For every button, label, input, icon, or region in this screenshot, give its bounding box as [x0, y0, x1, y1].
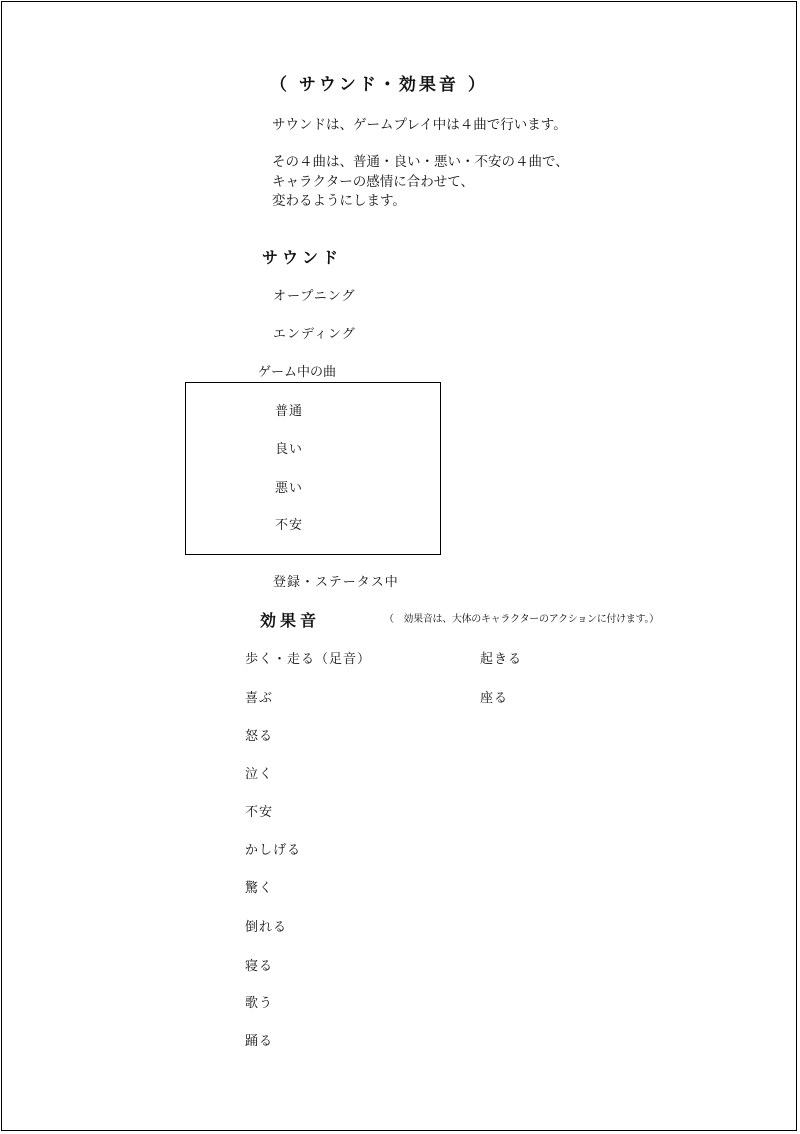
sfx-item-tilt-head: かしげる: [245, 843, 302, 858]
sound-registration-status: 登録・ステータス中: [273, 575, 399, 590]
intro-line-2: その４曲は、普通・良い・悪い・不安の４曲で、: [272, 154, 569, 170]
sfx-item-surprise: 驚く: [245, 881, 274, 896]
in-game-music-label: ゲーム中の曲: [250, 364, 344, 381]
music-good: 良い: [275, 442, 304, 457]
sfx-item-cry: 泣く: [245, 767, 274, 782]
sound-item-ending: エンディング: [273, 327, 356, 342]
page-border: [1, 1, 797, 1131]
sfx-note: （ 効果音は、大体のキャラクターのアクションに付けます。）: [384, 614, 659, 625]
sfx-item-sing: 歌う: [245, 996, 274, 1011]
music-bad: 悪い: [275, 481, 304, 496]
sfx-heading: 効果音: [260, 611, 321, 630]
sound-heading: サウンド: [262, 248, 343, 267]
intro-line-4: 変わるようにします。: [272, 193, 406, 209]
sfx-item-sleep: 寝る: [245, 959, 274, 974]
sfx-item-anxiety: 不安: [245, 805, 274, 820]
sfx-item-rejoice: 喜ぶ: [245, 691, 274, 706]
sfx-item-sit: 座る: [480, 691, 509, 706]
sound-item-opening: オープニング: [273, 289, 356, 304]
sfx-item-wake-up: 起きる: [480, 652, 523, 667]
sfx-item-angry: 怒る: [245, 729, 274, 744]
in-game-music-box: [185, 382, 441, 555]
page-title: （ サウンド・効果音 ）: [270, 75, 488, 95]
sfx-item-fall-down: 倒れる: [245, 920, 288, 935]
sfx-item-walk-run: 歩く・走る（足音）: [245, 652, 372, 667]
intro-line-1: サウンドは、ゲームプレイ中は４曲で行います。: [272, 117, 567, 133]
intro-line-3: キャラクターの感情に合わせて、: [272, 174, 474, 190]
music-anxiety: 不安: [275, 518, 304, 533]
music-normal: 普通: [275, 404, 304, 419]
sfx-item-dance: 踊る: [245, 1034, 274, 1049]
